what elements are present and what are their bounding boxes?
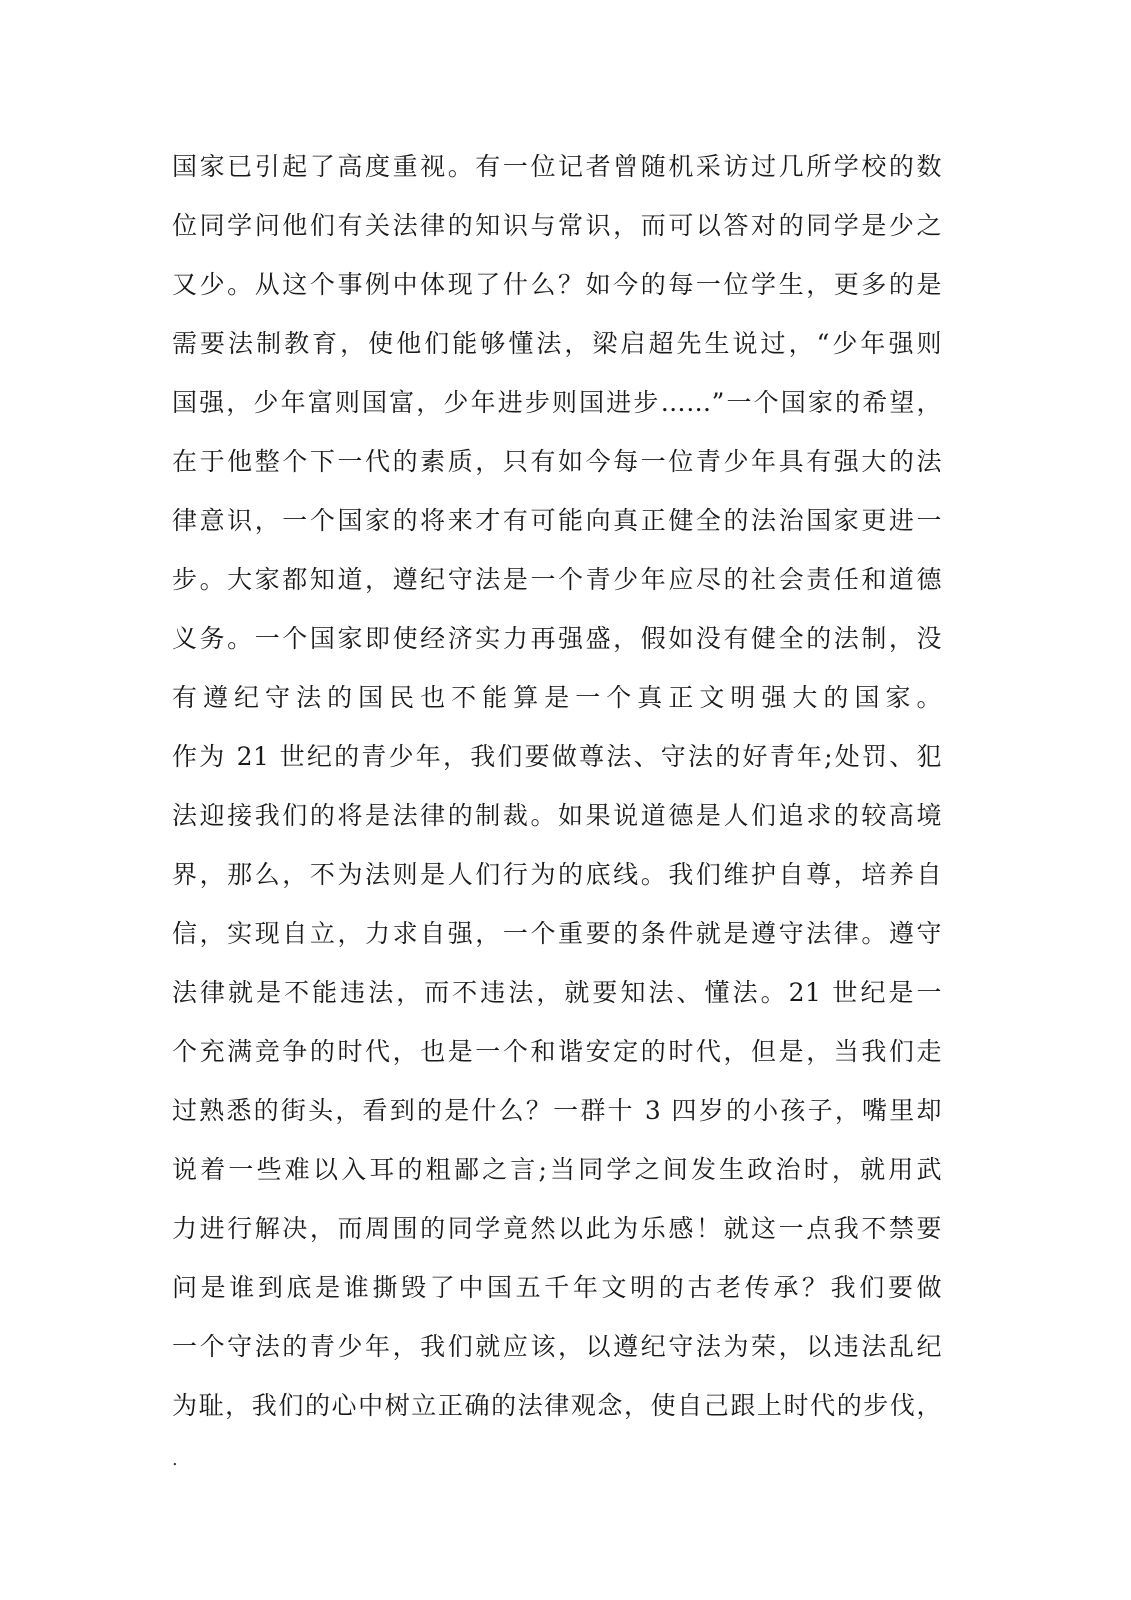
text-line: 国强，少年富则国富，少年进步则国进步……”一个国家的希望，	[172, 388, 942, 417]
text-line: 个充满竞争的时代，也是一个和谐安定的时代，但是，当我们走	[172, 1037, 942, 1066]
text-line: 步。大家都知道，遵纪守法是一个青少年应尽的社会责任和道德	[172, 565, 942, 594]
text-line: 作为 21 世纪的青少年，我们要做尊法、守法的好青年;处罚、犯	[172, 742, 942, 771]
text-line: 过熟悉的街头，看到的是什么？一群十 3 四岁的小孩子，嘴里却	[172, 1096, 942, 1125]
footer-mark: .	[172, 1449, 178, 1470]
text-line: 法迎接我们的将是法律的制裁。如果说道德是人们追求的较高境	[172, 801, 942, 830]
text-line: 在于他整个下一代的素质，只有如今每一位青少年具有强大的法	[172, 447, 942, 476]
text-line: 问是谁到底是谁撕毁了中国五千年文明的古老传承？我们要做	[172, 1273, 942, 1302]
text-line: 律意识，一个国家的将来才有可能向真正健全的法治国家更进一	[172, 506, 942, 535]
text-line: 一个守法的青少年，我们就应该，以遵纪守法为荣，以违法乱纪	[172, 1332, 942, 1361]
text-line: 又少。从这个事例中体现了什么？如今的每一位学生，更多的是	[172, 270, 942, 299]
text-line: 信，实现自立，力求自强，一个重要的条件就是遵守法律。遵守	[172, 919, 942, 948]
text-line: 有遵纪守法的国民也不能算是一个真正文明强大的国家。	[172, 683, 942, 712]
text-line: 国家已引起了高度重视。有一位记者曾随机采访过几所学校的数	[172, 152, 942, 181]
text-line: 义务。一个国家即使经济实力再强盛，假如没有健全的法制，没	[172, 624, 942, 653]
body-text	[172, 137, 942, 1435]
text-line: 力进行解决，而周围的同学竟然以此为乐感！就这一点我不禁要	[172, 1214, 942, 1243]
text-line: 为耻，我们的心中树立正确的法律观念，使自己跟上时代的步伐，	[172, 1391, 942, 1420]
text-line: 界，那么，不为法则是人们行为的底线。我们维护自尊，培养自	[172, 860, 942, 889]
text-line: 法律就是不能违法，而不违法，就要知法、懂法。21 世纪是一	[172, 978, 942, 1007]
text-line: 说着一些难以入耳的粗鄙之言;当同学之间发生政治时，就用武	[172, 1155, 942, 1184]
text-line: 需要法制教育，使他们能够懂法，梁启超先生说过，“少年强则	[172, 329, 942, 358]
text-line: 位同学问他们有关法律的知识与常识，而可以答对的同学是少之	[172, 211, 942, 240]
